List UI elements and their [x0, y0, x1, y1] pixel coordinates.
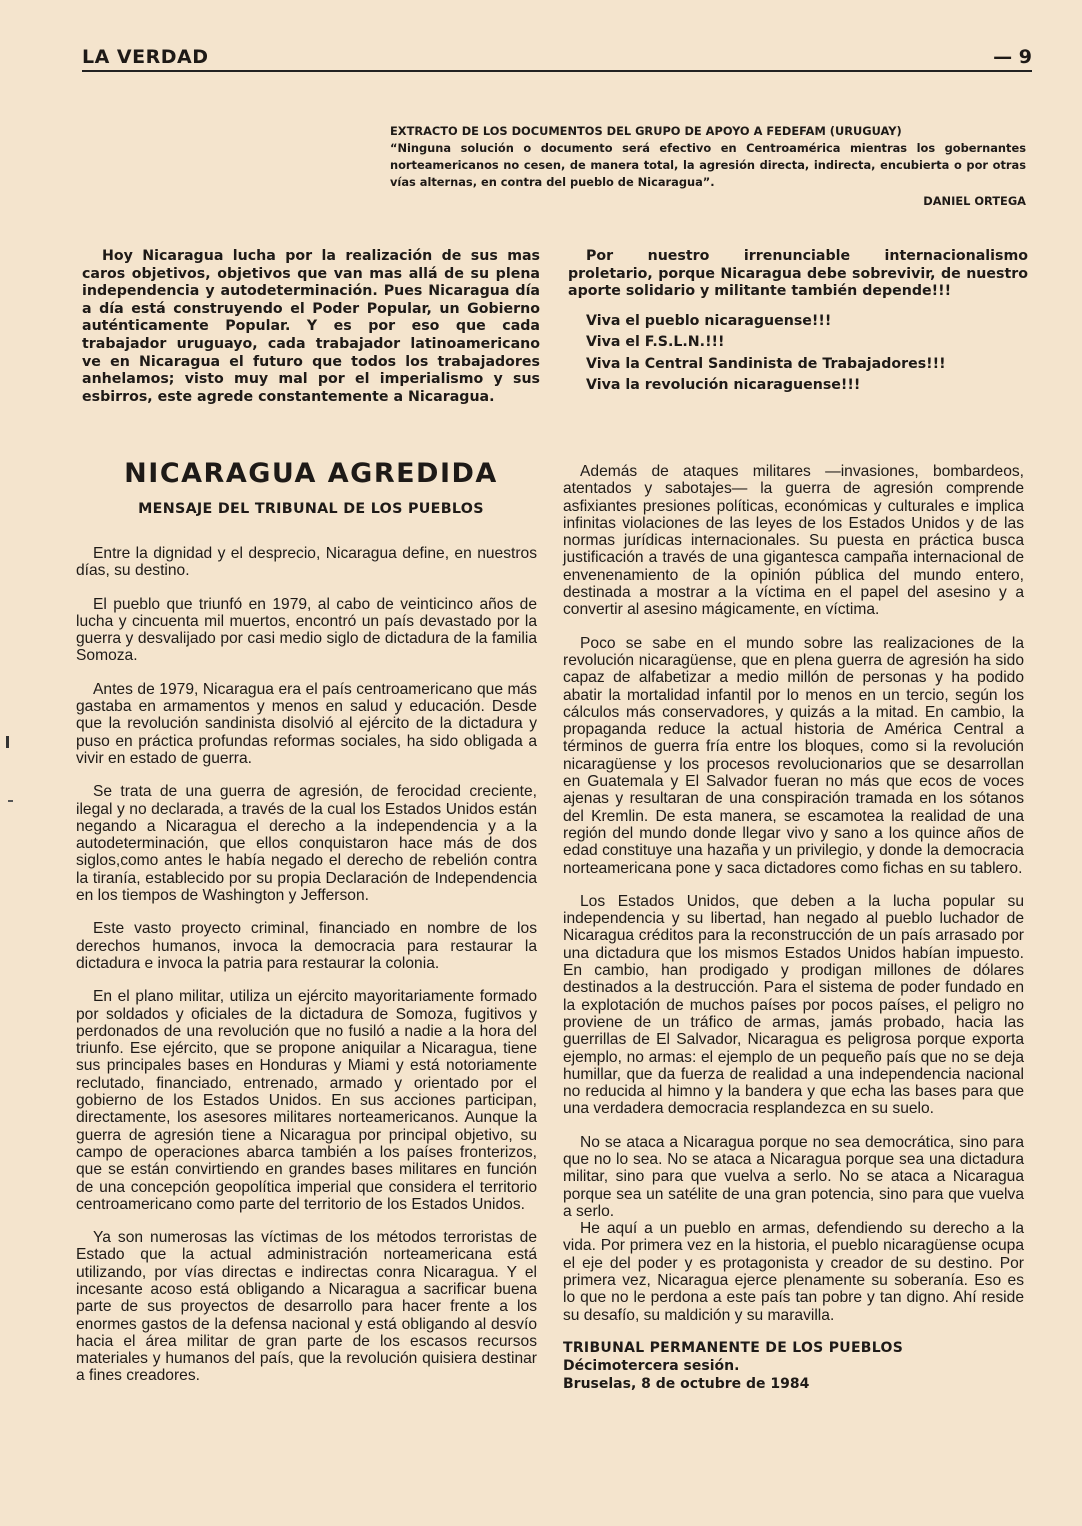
article-title: NICARAGUA AGREDIDA	[124, 458, 498, 489]
signature-place-date: Bruselas, 8 de octubre de 1984	[563, 1375, 810, 1392]
extract-block	[390, 123, 1026, 210]
publication-title: LA VERDAD	[82, 46, 209, 68]
article-paragraph: Además de ataques militares —invasiones, bombardeos, atentados y sabotajes— la guerra de agresión comprende asfixiantes presiones políticas, económicas y culturales e implica infinitas violaciones de las leyes de los Estados Unidos y de las normas jurídicas internacionales. Su puesta en práctica busca justificación a través de una gigantesca campaña internacional de envenenamiento de la opinión pública del mundo entero, destinada a mostrar a la víctima en el papel del asesino y a convertir al asesino mágicamente, en víctima.	[563, 463, 1024, 619]
article-paragraph: No se ataca a Nicaragua porque no sea democrática, sino para que no lo sea. No se ataca a Nicaragua porque sea una dictadura militar, sino para que vuelva a serlo. No se ataca a Nicaragua porque sea un satélite de una gran potencia, sino para que vuelva a serlo.	[563, 1133, 1024, 1220]
extract-heading: EXTRACTO DE LOS DOCUMENTOS DEL GRUPO DE APOYO A FEDEFAM (URUGUAY)	[390, 124, 902, 138]
article-right-column	[563, 463, 1024, 1393]
viva-line: Viva la revolución nicaraguense!!!	[586, 377, 861, 394]
signature-session: Décimotercera sesión.	[563, 1357, 740, 1374]
article-paragraph: Antes de 1979, Nicaragua era el país centroamericano que más gastaba en armamentos y menos en salud y educación. Desde que la revolución sandinista disolvió al ejército de la dictadura y puso en práctica profundas reformas sociales, ha sido obligada a vivir en estado de guerra.	[76, 680, 537, 767]
article-left-column	[76, 545, 537, 1401]
intro-left-column	[82, 248, 540, 406]
article-paragraph: Entre la dignidad y el desprecio, Nicaragua define, en nuestros días, su destino.	[76, 545, 537, 580]
article-paragraph: Este vasto proyecto criminal, financiado en nombre de los derechos humanos, invoca la democracia para restaurar la dictadura e invoca la patria para restaurar la colonia.	[76, 920, 537, 972]
intro-right-column	[568, 248, 1028, 397]
intro-left-text: Hoy Nicaragua lucha por la realización de sus mas caros objetivos, objetivos que van mas allá de su plena independencia y autodeterminación. Pues Nicaragua día a día está construyendo el Poder Popular, un Gobierno auténticamente Popular. Y es por eso que cada trabajador uruguayo, cada trabajador latinoamericano ve en Nicaragua el futuro que todos los trabajadores anhelamos; visto muy mal por el imperialismo y sus esbirros, este agrede constantemente a Nicaragua.	[82, 248, 540, 405]
article-paragraph: Los Estados Unidos, que deben a la lucha popular su independencia y su libertad, han negado al pueblo luchador de Nicaragua créditos para la reconstrucción de un país arrasado por una dictadura que los mismos Estados Unidos habían impuesto. En cambio, han prodigado y prodigan millones de dólares destinados a la destrucción. Para el sistema de poder fundado en la explotación de muchos países por pocos países, el peligro no proviene de un tráfico de armas, jamás probado, hacia las guerrillas de El Salvador, Nicaragua es peligrosa porque exporta ejemplo, no armas: el ejemplo de un pequeño país que no se deja humillar, que da fuerza de realidad a una independencia nacional no reducida al himno y la bandera y que echa las bases para que una verdadera democracia resplandezca en su suelo.	[563, 892, 1024, 1118]
intro-right-text: Por nuestro irrenunciable internacionalismo proletario, porque Nicaragua debe sobrevivir, de nuestro aporte solidario y militante también depende!!!	[568, 248, 1028, 300]
article-paragraph: Ya son numerosas las víctimas de los métodos terroristas de Estado que la actual administración norteamericana está utilizando, por vías directas e indirectas conra Nicaragua. Y el incesante acoso está obligando a Nicaragua a sacrificar buena parte de sus proyectos de desarrollo para hacer frente a los enormes gastos de la defensa nacional y está obligando al desvío hacia el área militar de gran parte de los escasos recursos materiales y humanos del país, que la revolución quisiera destinar a fines creadores.	[76, 1229, 537, 1385]
article-paragraph: En el plano militar, utiliza un ejército mayoritariamente formado por soldados y oficiales de la dictadura de Somoza, fugitivos y perdonados de una revolución que no fusiló a nadie a la hora del triunfo. Ese ejército, que se propone aniquilar a Nicaragua, tiene sus principales bases en Honduras y Miami y está notoriamente reclutado, financiado, entrenado, armado y orientado por el gobierno de los Estados Unidos. En sus acciones participan, directamente, los asesores militares norteamericanos. Aunque la guerra de agresión tiene a Nicaragua por principal objetivo, su campo de operaciones abarca también a los países fronterizos, que se están convirtiendo en grandes bases militares en función de una concepción geopolítica imperial que considera el territorio centroamericano como parte del territorio de los Estados Unidos.	[76, 988, 537, 1213]
signature-org: TRIBUNAL PERMANENTE DE LOS PUEBLOS	[563, 1339, 904, 1356]
page-number: — 9	[993, 46, 1032, 68]
article-paragraph: Se trata de una guerra de agresión, de ferocidad creciente, ilegal y no declarada, a través de la cual los Estados Unidos están negando a Nicaragua el derecho a la independencia y a la autodeterminación, que ellos conquistaron hace más de dos siglos,como antes le había negado el derecho de rebelión contra la tiranía, establecido por su propia Declaración de Independencia en los tiempos de Washington y Jefferson.	[76, 783, 537, 905]
article-paragraph: Poco se sabe en el mundo sobre las realizaciones de la revolución nicaragüense, que en plena guerra de agresión ha sido capaz de alfabetizar a medio millón de personas y ha podido abatir la mortalidad infantil por lo menos en un tercio, según los cálculos más conservadores, y quizás a la mitad. En cambio, la propaganda reduce la actual historia de América Central a términos de guerra fría entre los bloques, como si la revolución nicaragüense y los procesos revolucionarios que se desarrollan en Guatemala y El Salvador fueran no más que ecos de voces ajenas y resultaran de una conspiración tramada en los sótanos del Kremlin. De esta manera, se escamotea la realidad de una región del mundo donde llegar vivo y sano a los quince años de edad constituye una hazaña y un privilegio, y donde la democracia norteamericana pone y saca dictadores como fichas en su tablero.	[563, 634, 1024, 877]
margin-mark	[6, 736, 9, 748]
extract-quote: “Ninguna solución o documento será efectivo en Centroamérica mientras los gobernantes norteamericanos no cesen, de manera total, la agresión directa, indirecta, encubierta o por otras vías alternas, en contra del pueblo de Nicaragua”.	[390, 141, 1026, 189]
viva-line: Viva la Central Sandinista de Trabajadores!!!	[586, 355, 946, 372]
article-subtitle: MENSAJE DEL TRIBUNAL DE LOS PUEBLOS	[138, 501, 484, 517]
article-paragraph: El pueblo que triunfó en 1979, al cabo de veinticinco años de lucha y cincuenta mil muertos, encontró un país devastado por la guerra y desvalijado por casi medio siglo de dictadura de la familia Somoza.	[76, 595, 537, 665]
viva-line: Viva el pueblo nicaraguense!!!	[586, 312, 832, 329]
article-signature	[563, 1339, 1024, 1393]
page-header	[82, 46, 1032, 72]
viva-line: Viva el F.S.L.N.!!!	[586, 334, 725, 351]
article-paragraph: He aquí a un pueblo en armas, defendiendo su derecho a la vida. Por primera vez en la historia, el pueblo nicaragüense ocupa el eje del poder y es protagonista y creador de su destino. Por primera vez, Nicaragua ejerce plenamente su soberanía. Eso es lo que no le perdona a este país tan pobre y tan digno. Ahí reside su desafío, su maldición y su maravilla.	[563, 1220, 1024, 1324]
extract-author: DANIEL ORTEGA	[923, 194, 1026, 208]
margin-mark	[8, 800, 13, 802]
viva-list	[568, 311, 1028, 397]
